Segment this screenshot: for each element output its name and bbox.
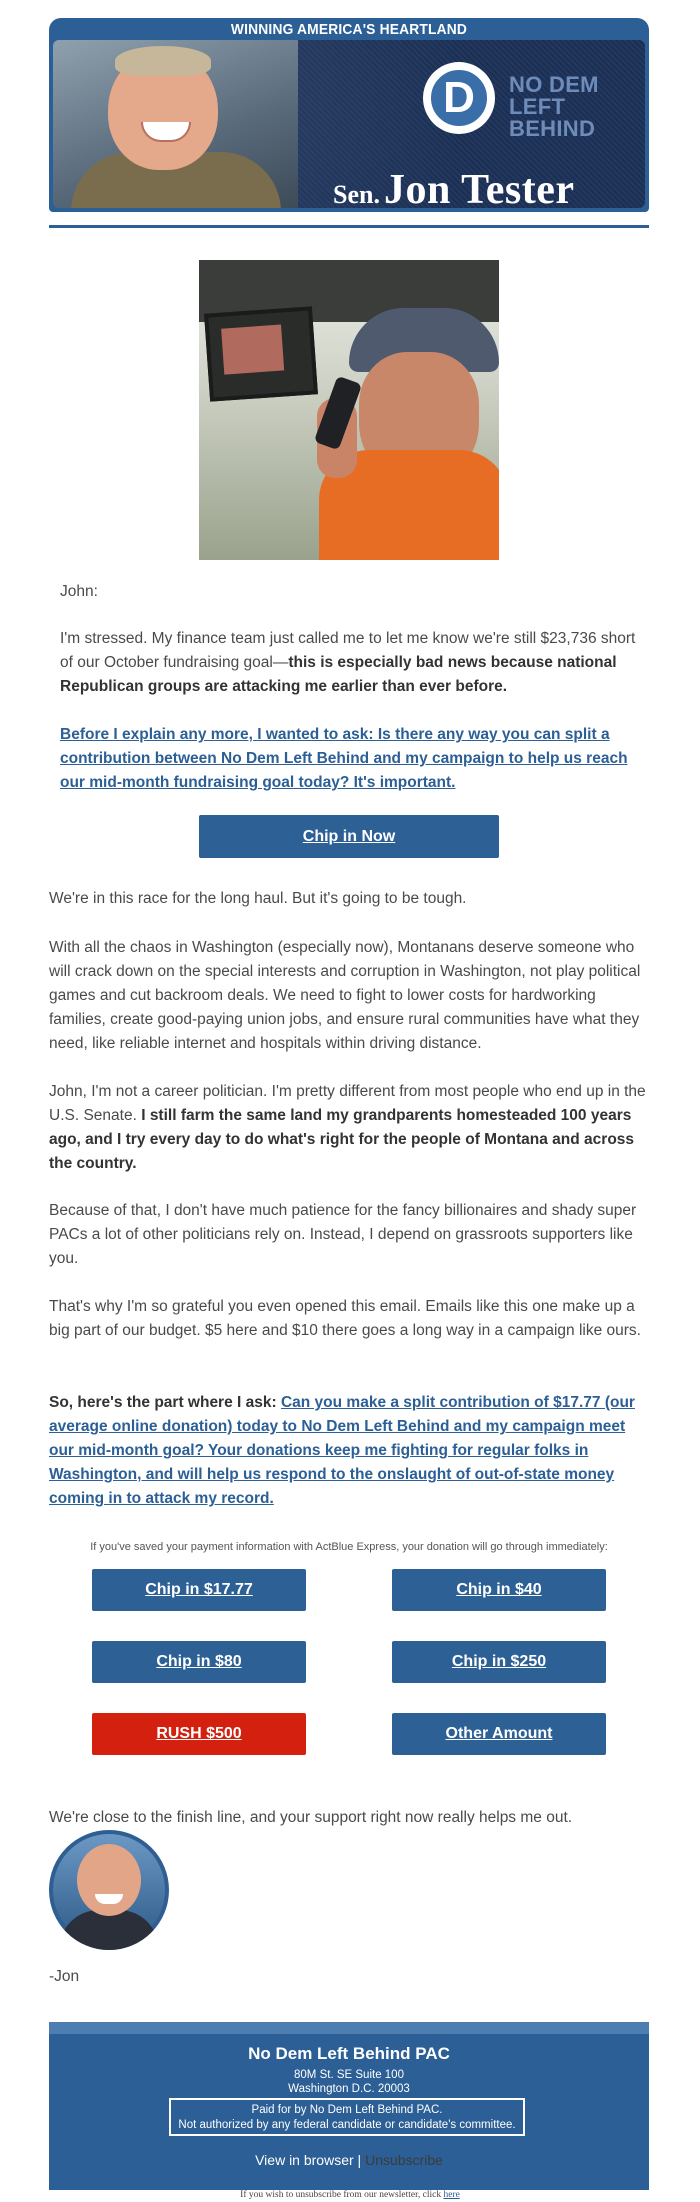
- paragraph-5-bold: I still farm the same land my grandparents homesteaded 100 years ago, and I try every day to do what's right for the people of Montana and across the country.: [49, 1107, 635, 1172]
- footer-link-separator: |: [353, 2152, 366, 2168]
- tractor-phone-photo: [199, 260, 499, 560]
- paragraph-5: [49, 1080, 649, 1176]
- senator-name: [333, 166, 574, 208]
- paragraph-1-bold: this is especially bad news because national Republican groups are attacking me earlier than ever before.: [60, 654, 617, 695]
- view-in-browser-link[interactable]: View in browser: [255, 2152, 354, 2168]
- greeting: John:: [60, 583, 98, 600]
- paragraph-4: With all the chaos in Washington (especially now), Montanans deserve someone who will crack down on the special interests and corruption in Washington, not play political games and cut backroom deals. We need to fight to lower costs for hardworking families, create good-paying union jobs, and ensure rural communities have what they need, like reliable internet and hospitals within driving distance.: [49, 939, 641, 1052]
- footer-address: [49, 2068, 649, 2096]
- senator-fullname: Jon Tester: [383, 167, 575, 208]
- split-contribution-link[interactable]: Before I explain any more, I wanted to ask: Is there any way you can split a contribution between No Dem Left Behind and my campaign to help us reach our mid-month fundraising goal today? It's important.: [60, 726, 628, 791]
- chip-in-250-button[interactable]: Chip in $250: [392, 1641, 606, 1683]
- chip-in-now-button[interactable]: Chip in Now: [199, 815, 499, 858]
- footer-address-line-1: 80M St. SE Suite 100: [294, 2069, 404, 2081]
- logo-letter: D: [443, 73, 475, 122]
- banner-portrait-image: [53, 40, 298, 208]
- logo-icon: [423, 62, 495, 134]
- brand-line-2: LEFT BEHIND: [509, 94, 596, 141]
- paragraph-1: [60, 627, 640, 699]
- footer-links: [49, 2152, 649, 2168]
- other-amount-button[interactable]: Other Amount: [392, 1713, 606, 1755]
- paragraph-6: Because of that, I don't have much patience for the fancy billionaires and shady super PACs a lot of other politicians rely on. Instead, I depend on grassroots supporters like you.: [49, 1202, 637, 1267]
- paragraph-3: We're in this race for the long haul. But it's going to be tough.: [49, 890, 467, 907]
- chip-in-40-button[interactable]: Chip in $40: [392, 1569, 606, 1611]
- footer: [49, 2022, 649, 2190]
- paragraph-8: [49, 1391, 649, 1511]
- footer-topbar: [49, 2022, 649, 2034]
- paid-for-line-2: Not authorized by any federal candidate or candidate's committee.: [178, 2119, 516, 2131]
- header-banner: [49, 18, 649, 212]
- paid-for-disclaimer: [169, 2098, 525, 2136]
- senator-prefix: Sen.: [333, 180, 380, 208]
- unsubscribe-here-link[interactable]: here: [443, 2190, 460, 2200]
- chip-in-1777-button[interactable]: Chip in $17.77: [92, 1569, 306, 1611]
- paragraph-8-bold: So, here's the part where I ask:: [49, 1394, 281, 1411]
- banner-tagline: WINNING AMERICA'S HEARTLAND: [230, 21, 468, 38]
- header-divider: [49, 225, 649, 228]
- footer-address-line-2: Washington D.C. 20003: [288, 2083, 410, 2095]
- rush-500-button[interactable]: RUSH $500: [92, 1713, 306, 1755]
- unsubscribe-note: [0, 2190, 700, 2200]
- avatar: [49, 1830, 169, 1950]
- paragraph-1-text: I'm stressed. My finance team just called me to let me know we're still $23,736 short of our October fundraising goal—: [60, 630, 636, 671]
- chip-in-80-button[interactable]: Chip in $80: [92, 1641, 306, 1683]
- actblue-express-note: If you've saved your payment information with ActBlue Express, your donation will go through immediately:: [90, 1541, 608, 1553]
- banner-body: [53, 40, 645, 208]
- brand-name: [509, 74, 645, 140]
- paid-for-line-1: Paid for by No Dem Left Behind PAC.: [251, 2104, 443, 2116]
- paragraph-2: [60, 723, 640, 795]
- unsubscribe-link[interactable]: Unsubscribe: [365, 2152, 443, 2168]
- paragraph-5-text: John, I'm not a career politician. I'm pretty different from most people who end up in the U.S. Senate.: [49, 1083, 646, 1124]
- paragraph-9: We're close to the finish line, and your support right now really helps me out.: [49, 1809, 573, 1826]
- unsubscribe-note-text: If you wish to unsubscribe from our newsletter, click: [240, 2190, 444, 2200]
- footer-org-name: No Dem Left Behind PAC: [248, 2044, 450, 2063]
- split-contribution-1777-link[interactable]: Can you make a split contribution of $17.77 (our average online donation) today to No Dem Left Behind and my campaign meet our mid-month goal? Your donations keep me fighting for regular folks in Washington, and will help us respond to the onslaught of out-of-state money coming in to attack my record.: [49, 1394, 635, 1507]
- signoff: -Jon: [49, 1968, 80, 1985]
- paragraph-7: That's why I'm so grateful you even opened this email. Emails like this one make up a big part of our budget. $5 here and $10 there goes a long way in a campaign like ours.: [49, 1298, 641, 1339]
- brand-line-1: NO DEM: [509, 72, 599, 97]
